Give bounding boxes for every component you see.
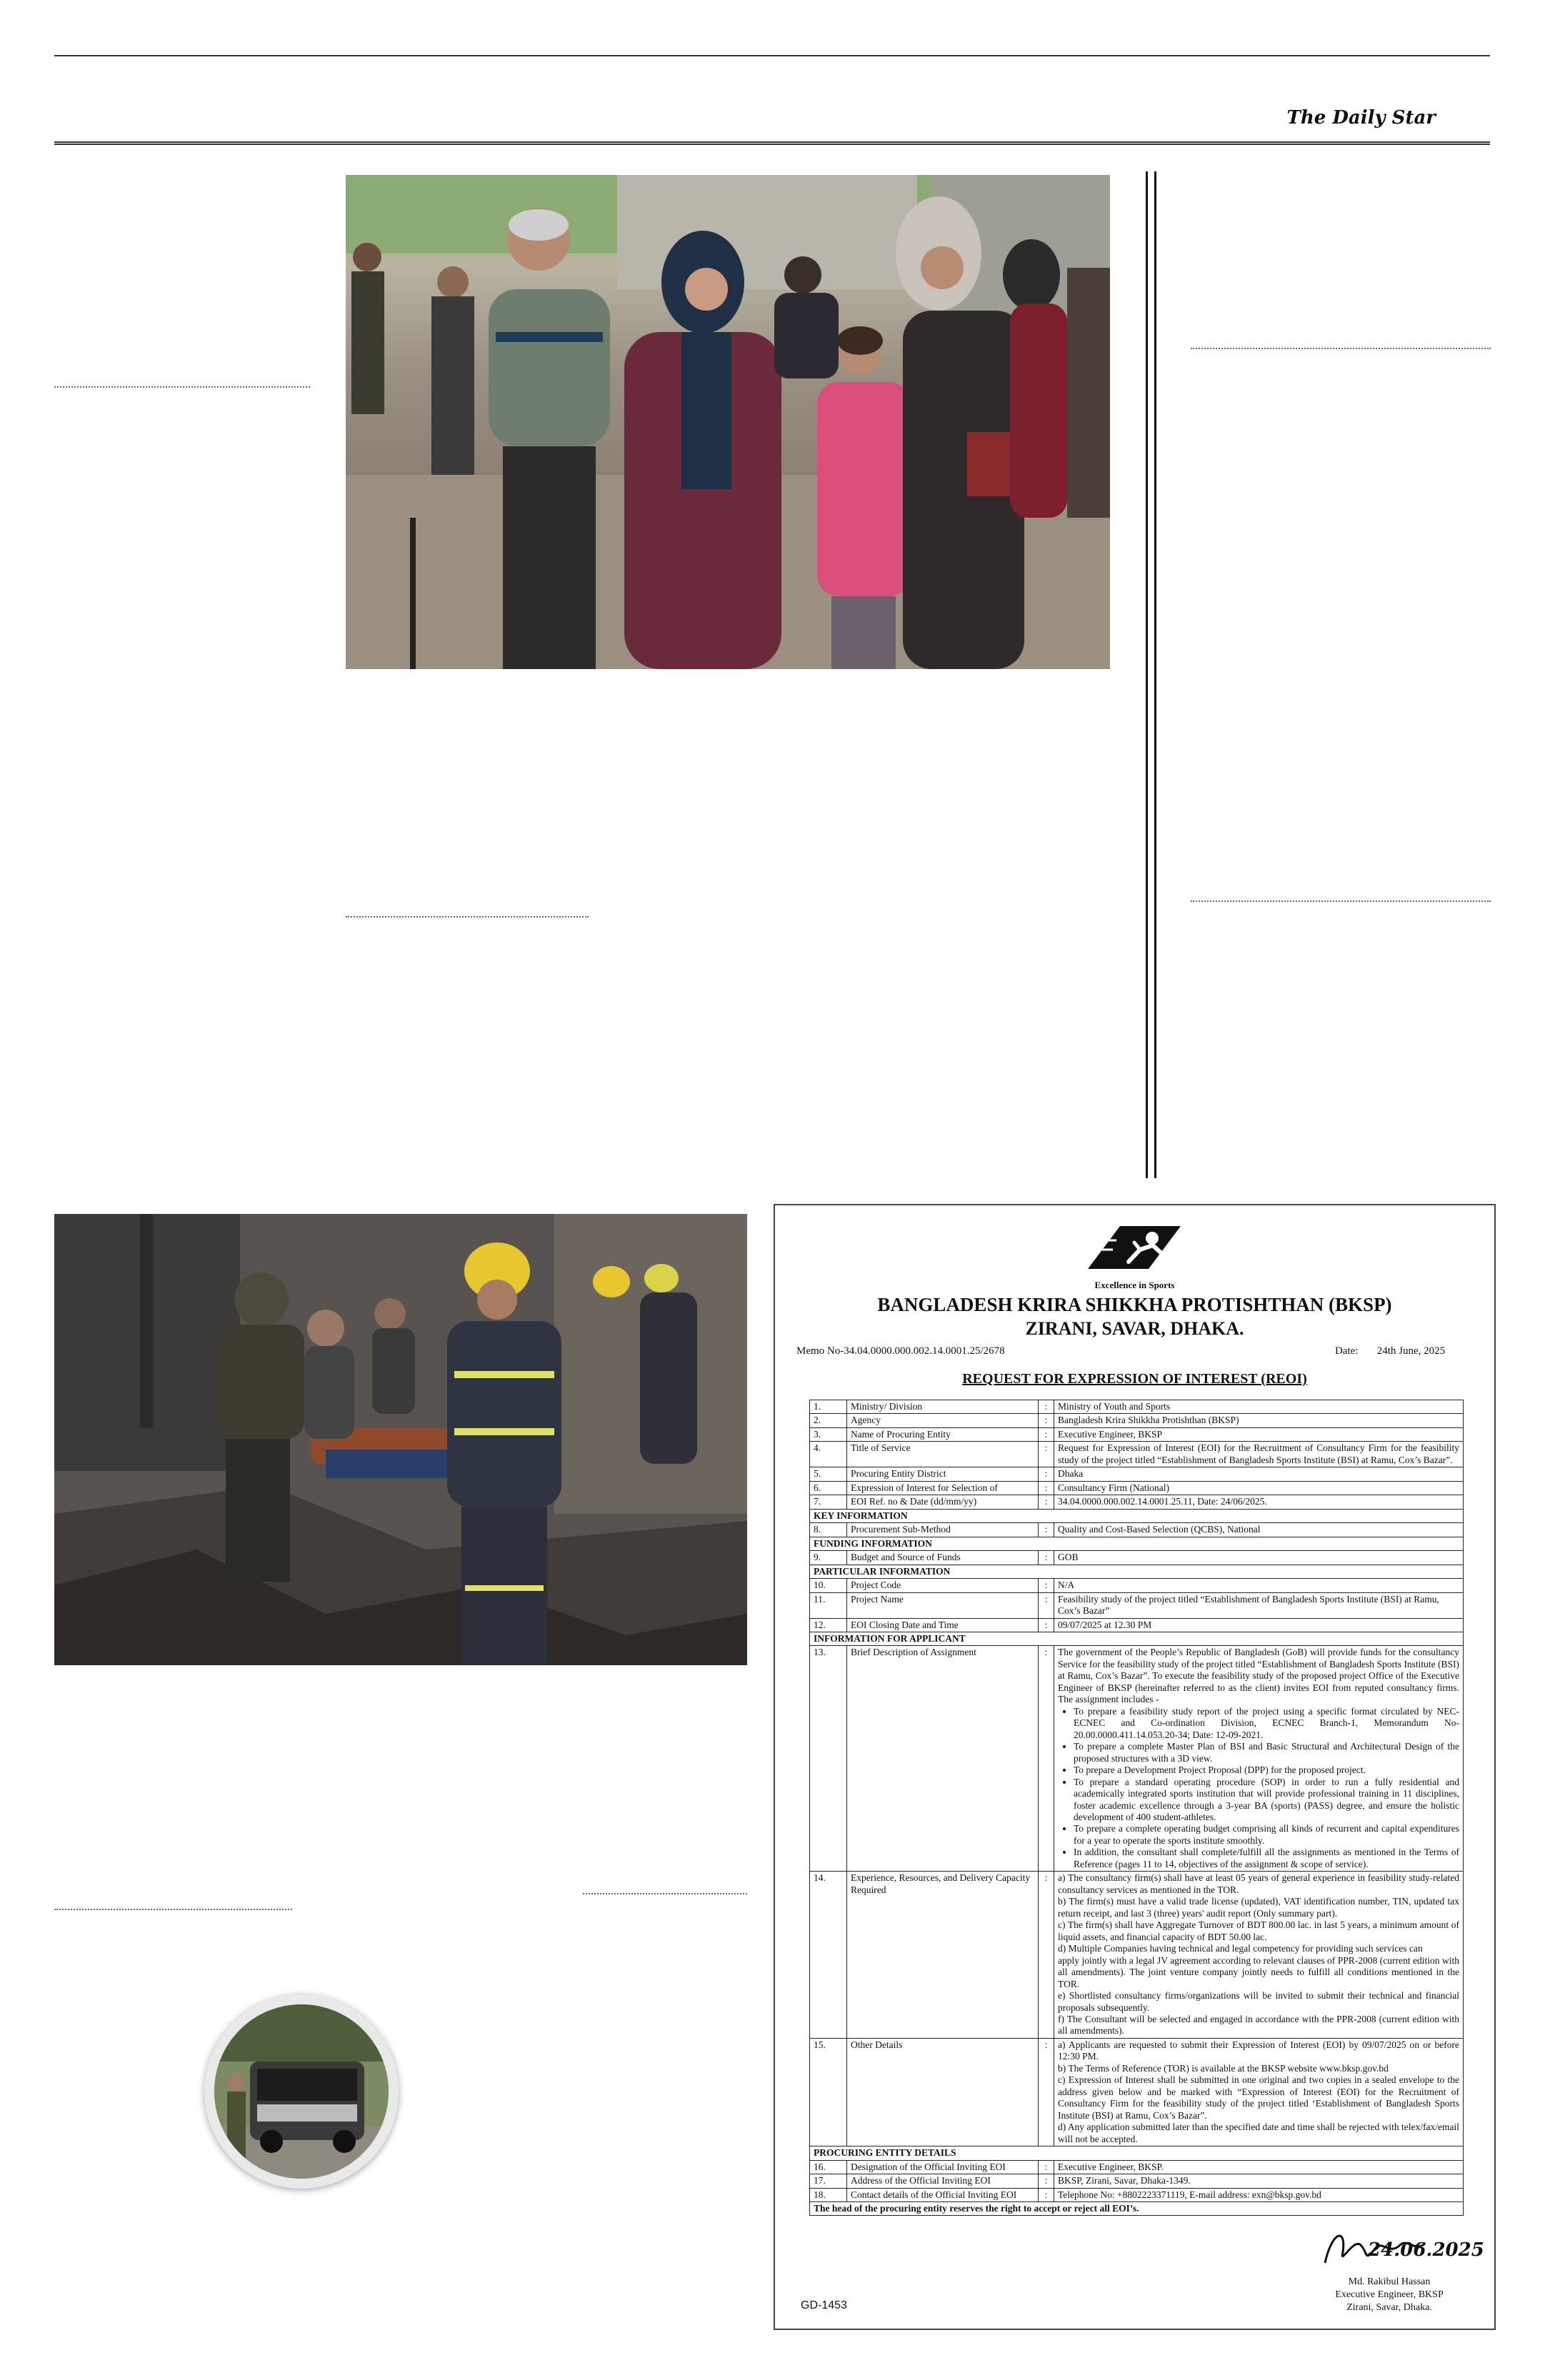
footer-note: The head of the procuring entity reserves the right to accept or reject all EOI’s. [810,2202,1464,2216]
assignment-intro: The government of the People’s Republic of Bangladesh (GoB) will provide funds for the consultancy Service for the feasibility study of the project titled “Establishment of Bangladesh Sports Institute (BSI) at Ramu, Cox’s Bazar”. To execute the feasibility study of the proposed project Office of the Executive Engineer of BKSP (hereinafter referred to as the client) invites EOI from reputed consultancy firms. The assignment includes - [1058,1647,1459,1705]
memo-number: Memo No-34.04.0000.000.002.14.0001.25/2678 [796,1345,1005,1357]
table-row: 6. Expression of Interest for Selection of : Consultancy Firm (National) [810,1481,1464,1495]
right-separator-2 [1191,900,1491,902]
table-row: 18. Contact details of the Official Inviting EOI : Telephone No: +8802223371119, E-mail address: exn@bksp.gov.bd [810,2188,1464,2201]
requirement-d2: apply jointly with a legal JV agreement according to relevant clauses of PPR-2008 (current edition with all amendments). The joint venture company jointly needs to fulfill all conditions mentioned in the TOR. [1058,1954,1459,1989]
table-row: 1. Ministry/ Division : Ministry of Youth and Sports [810,1400,1464,1414]
table-row: 14. Experience, Resources, and Delivery Capacity Required : a) The consultancy firm(s) shall have at least 05 years of general experience in feasibility study-related consultancy services as mentioned in the TOR. b) The firm(s) must have a valid trade license (updated), VAT identification number, TIN, updated tax return receipt, and last 3 (three) years' audit report (Only summary part). c) The firm(s) shall have Aggregate Turnover of BDT 800.00 lac. in last 5 years, a minimum amount of liquid assets, and financial capacity of BDT 50.00 lac. d) Multiple Companies having technical and legal competency for providing such services can apply jointly with a legal JV agreement according to relevant clauses of PPR-2008 (current edition with all amendments). The joint venture company jointly needs to fulfill all conditions mentioned in the TOR. e) Shortlisted consultancy firms/organizations will be invited to submit their technical and financial proposals subsequently. f) The Consultant will be selected and engaged in accordance with the PPR-2008 (current edition with all amendments). [810,1872,1464,2039]
gaza-mourners-photo [346,175,1110,669]
requirement-a: a) The consultancy firm(s) shall have at least 05 years of general experience in feasibility study-related consultancy services as mentioned in the TOR. [1058,1872,1459,1895]
list-item: • To prepare a standard operating procedure (SOP) in order to run a fully residential and academically integrated sports institution that will provide professional training in 11 disciplines, foster academic excellence through a 3-year BA (sports) (PASS) degree, and ensure the holistic development of 400 student-athletes. [1074,1777,1459,1824]
table-row: 4. Title of Service : Request for Expression of Interest (EOI) for the Recruitment of Consultancy Firm for the feasibility study of the project titled “Establishment of Bangladesh Sports Institute (BSI) at Ramu, Cox’s Bazar”. [810,1442,1464,1467]
table-row: 3. Name of Procuring Entity : Executive Engineer, BKSP [810,1427,1464,1441]
column-divider [1146,171,1156,1178]
detail-c: c) Expression of Interest shall be submitted in one original and two copies in a sealed envelope to the address given below and be marked with “Expression of Interest (EOI) for the Recruitment of Consultancy Firm for the feasibility study of the project titled ‘Establishment of Bangladesh Sports Institute (BSI) at Ramu, Cox’s Bazar”. [1058,2074,1459,2121]
top-rule [54,55,1490,56]
section-heading: FUNDING INFORMATION [810,1537,1464,1550]
logo-tagline: Excellence in Sports [1094,1280,1175,1290]
memo-date [1335,1345,1445,1357]
table-row: 10. Project Code : N/A [810,1579,1464,1592]
list-item: • To prepare a feasibility study report of the project using a specific format circulated by NEC-ECNEC and Co-ordination Division, ECNEC Branch-1, Memorandum No-20.00.0000.411.14.053.20-34; Date: 12-09-2021. [1074,1706,1459,1741]
bksp-logo-icon [1084,1222,1184,1272]
signature-date: 24.06.2025 [1368,2239,1484,2261]
lower-separator-1 [54,1909,292,1910]
org-name: BANGLADESH KRIRA SHIKKHA PROTISHTHAN (BKSP) [877,1294,1392,1315]
inset-photo-illustration [214,2004,389,2179]
table-row: 13. Brief Description of Assignment : The government of the People’s Republic of Bangladesh (GoB) will provide funds for the consultancy Service for the feasibility study of the project titled “Establishment of Bangladesh Sports Institute (BSI) at Ramu, Cox’s Bazar”. To execute the feasibility study of the proposed project Office of the Executive Engineer of BKSP (hereinafter referred to as the client) invites EOI from reputed consultancy firms. The assignment includes - • To prepare a feasibility study report of the project using a specific format circulated by NEC-ECNEC and Co-ordination Division, ECNEC Branch-1, Memorandum No-20.00.0000.411.14.053.20-34; Date: 12-09-2021. • To prepare a complete Master Plan of BSI and Basic Structural and Architectural Design of the proposed structures with a 3D view. • To prepare a Development Project Proposal (DPP) for the proposed project. • To prepare a standard operating procedure (SOP) in order to run a fully residential and academically integrated sports institution that will provide professional training in 11 disciplines, foster academic excellence through a 3-year BA (sports) (PASS) degree, and ensure the holistic development of 400 student-athletes. • To prepare a complete operating budget comprising all kinds of recurrent and capital expenditures for a year to operate the sports institute smoothly. • In addition, the consultant shall complete/fulfill all the assignments as mentioned in the Terms of Reference (pages 11 to 14, objectives of the assignment & scope of service). [810,1646,1464,1872]
section-heading: PROCURING ENTITY DETAILS [810,2146,1464,2160]
masthead-brand: The Daily Star [1286,107,1436,129]
rescue-photo-illustration [54,1214,747,1665]
signatory-name: Md. Rakibul Hassan [1348,2276,1431,2287]
section-heading: KEY INFORMATION [810,1509,1464,1522]
gaza-photo-illustration [346,175,1110,669]
mid-separator-1 [346,916,589,918]
signatory-title: Executive Engineer, BKSP [1335,2289,1444,2300]
list-item: • In addition, the consultant shall complete/fulfill all the assignments as mentioned in the Terms of Reference (pages 11 to 14, objectives of the assignment & scope of service). [1074,1847,1459,1870]
left-separator-1 [54,386,310,388]
table-row: 11. Project Name : Feasibility study of the project titled “Establishment of Bangladesh Sports Institute (BSI) at Ramu, Cox’s Bazar” [810,1592,1464,1618]
list-item: • To prepare a Development Project Proposal (DPP) for the proposed project. [1074,1764,1459,1776]
requirement-e: e) Shortlisted consultancy firms/organizations will be invited to submit their technical and financial proposals subsequently. [1058,1990,1459,2013]
requirement-d1: d) Multiple Companies having technical and legal competency for providing such services can [1058,1943,1423,1954]
date-value: 24th June, 2025 [1376,1345,1446,1357]
table-row: 12. EOI Closing Date and Time : 09/07/2025 at 12.30 PM [810,1618,1464,1632]
detail-b: b) The Terms of Reference (TOR) is available at the BKSP website www.bksp.gov.bd [1058,2062,1389,2074]
assignment-list [1058,1706,1459,1871]
rescue-workers-photo [54,1214,747,1665]
signatory-address: Zirani, Savar, Dhaka. [1346,2302,1432,2313]
requirement-b: b) The firm(s) must have a valid trade license (updated), VAT identification number, TIN, updated tax return receipt, and last 3 (three) years' audit report (Only summary part). [1058,1896,1459,1919]
lower-separator-2 [583,1893,747,1894]
table-row: 8. Procurement Sub-Method : Quality and Cost-Based Selection (QCBS), National [810,1523,1464,1537]
table-row: 5. Procuring Entity District : Dhaka [810,1467,1464,1481]
reoi-heading: REQUEST FOR EXPRESSION OF INTEREST (REOI) [962,1371,1307,1387]
table-row: 15. Other Details : a) Applicants are requested to submit their Expression of Interest (EOI) by 09/07/2025 on or before 12:30 PM. b) The Terms of Reference (TOR) is available at the BKSP website www.bksp.gov.bd c) Expression of Interest shall be submitted in one original and two copies in a sealed envelope to the address given below and be marked with “Expression of Interest (EOI) for the Recruitment of Consultancy Firm for the feasibility study of the project titled ‘Establishment of Bangladesh Sports Institute (BSI) at Ramu, Cox’s Bazar”. d) Any application submitted later than the specified date and time shall be rejected with telex/fax/email will not be accepted. [810,2038,1464,2146]
table-row: 17. Address of the Official Inviting EOI : BKSP, Zirani, Savar, Dhaka-1349. [810,2174,1464,2188]
table-row: 16. Designation of the Official Inviting EOI : Executive Engineer, BKSP. [810,2160,1464,2174]
org-address: ZIRANI, SAVAR, DHAKA. [1025,1318,1244,1339]
detail-d: d) Any application submitted later than the specified date and time shall be rejected with telex/fax/email will not be accepted. [1058,2122,1459,2144]
detail-a: a) Applicants are requested to submit their Expression of Interest (EOI) by 09/07/2025 on or before 12:30 PM. [1058,2039,1459,2062]
reoi-advertisement [774,1204,1496,2330]
masthead-double-rule [54,141,1490,148]
table-row: 7. EOI Ref. no & Date (dd/mm/yy) : 34.04.0000.000.002.14.0001.25.11, Date: 24/06/2025. [810,1495,1464,1509]
reoi-table [809,1400,1464,2216]
requirement-f: f) The Consultant will be selected and engaged in accordance with the PPR-2008 (current edition with all amendments). [1058,2013,1459,2037]
inset-round-photo [204,1994,399,2189]
list-item: • To prepare a complete Master Plan of BSI and Basic Structural and Architectural Design of the proposed structures with a 3D view. [1074,1741,1459,1764]
ad-code: GD-1453 [801,2299,847,2311]
section-heading: INFORMATION FOR APPLICANT [810,1632,1464,1645]
right-separator-1 [1191,348,1491,349]
table-row: 9. Budget and Source of Funds : GOB [810,1551,1464,1565]
requirement-c: c) The firm(s) shall have Aggregate Turnover of BDT 800.00 lac. in last 5 years, a minimum amount of liquid assets, and financial capacity of BDT 50.00 lac. [1058,1919,1459,1942]
list-item: • To prepare a complete operating budget comprising all kinds of recurrent and capital expenditures for a year to operate the sports institute smoothly. [1074,1823,1459,1847]
section-heading: PARTICULAR INFORMATION [810,1565,1464,1578]
table-row: 2. Agency : Bangladesh Krira Shikkha Protishthan (BKSP) [810,1414,1464,1427]
date-label: Date: [1335,1345,1359,1357]
